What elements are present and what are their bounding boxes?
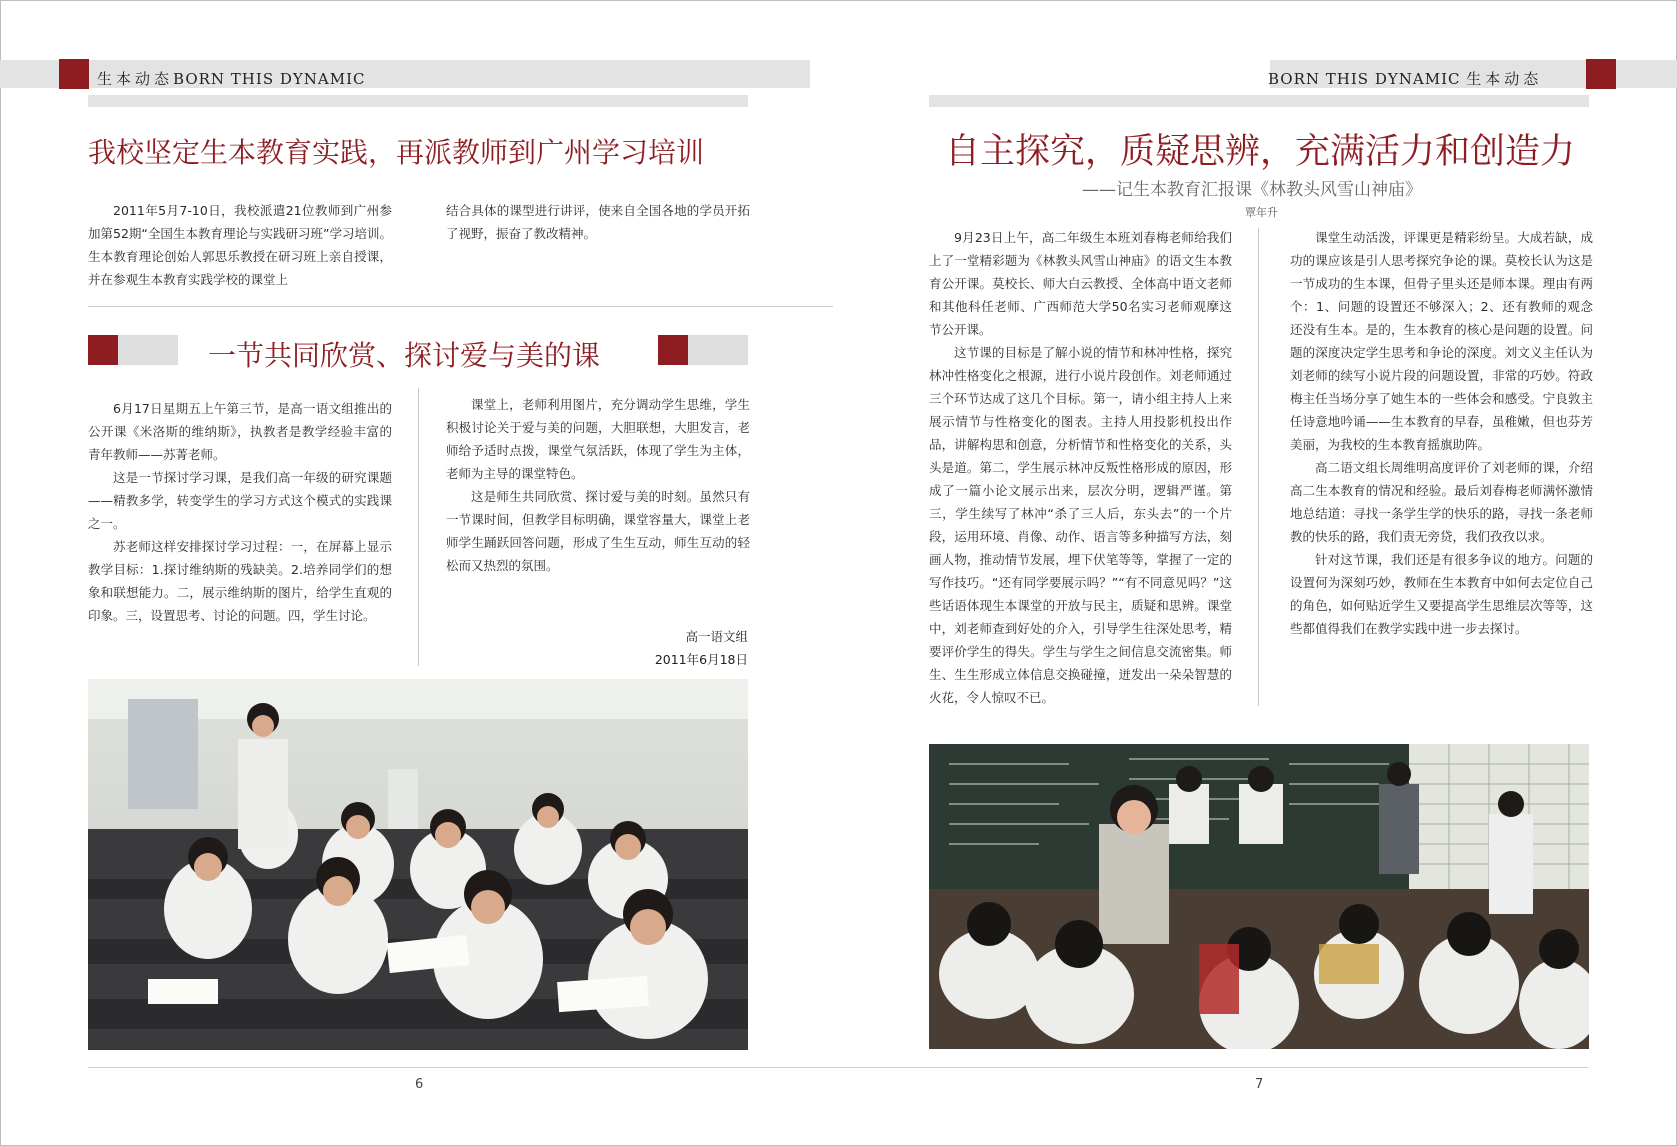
paragraph: 苏老师这样安排探讨学习过程：一，在屏幕上显示教学目标：1.探讨维纳斯的残缺美。2.培养同学们的想象和联想能力。二，展示维纳斯的图片，给学生直观的印象。三，设置思考、讨论的问题。四，学生讨论。 (88, 539, 392, 623)
footer-rule (88, 1067, 1588, 1068)
paragraph: 这是一节探讨学习课，是我们高一年级的研究课题——精教多学，转变学生的学习方式这个模式的实践课之一。 (88, 470, 392, 531)
article3-title: 自主探究，质疑思辨，充满活力和创造力 (945, 132, 1576, 172)
title-square-right (658, 335, 688, 365)
paragraph: 这是师生共同欣赏、探讨爱与美的时刻。虽然只有一节课时间，但教学目标明确，课堂容量大，课堂上老师学生踊跃回答问题，形成了生生互动，师生互动的轻松而又热烈的氛围。 (446, 489, 750, 573)
paragraph: 课堂生动活泼，评课更是精彩纷呈。大成若缺，成功的课应该是引人思考探究争论的课。莫校长认为这是一节成功的生本课，但骨子里头还是师本课。理由有两个：1、问题的设置还不够深入；2、还有教师的观念还没有生本。是的，生本教育的核心是问题的设置。问题的深度决定学生思考和争论的深度。刘文义主任认为刘老师的续写小说片段的问题设置，非常的巧妙。符政梅主任当场分享了她生本的一些体会和感受。宁良敦主任诗意地吟诵——生本教育的早春，虽稚嫩，但也芬芳美丽，为我校的生本教育摇旗助阵。 (1290, 230, 1593, 452)
article2-col2 (446, 393, 750, 577)
header-title-left (97, 68, 366, 89)
header-rule-right (929, 95, 1589, 107)
article3-subtitle: ——记生本教育汇报课《林教头风雪山神庙》 (1082, 180, 1422, 200)
paragraph: 高二语文组长周维明高度评价了刘老师的课，介绍高二生本教育的情况和经验。最后刘春梅老师满怀激情地总结道：寻找一条学生学的快乐的路，寻找一条老师教的快乐的路，我们责无旁贷，我们孜孜以求。 (1290, 460, 1593, 544)
article2-title: 一节共同欣赏、探讨爱与美的课 (208, 339, 601, 372)
paragraph: 6月17日星期五上午第三节，是高一语文组推出的公开课《米洛斯的维纳斯》，执教者是教学经验丰富的青年教师——苏菁老师。 (88, 401, 392, 462)
article3-author: 覃年升 (1245, 206, 1278, 219)
header-en: BORN THIS DYNAMIC (1268, 70, 1461, 88)
article1-col2 (446, 199, 750, 245)
header-rule-left (88, 95, 748, 107)
article2-col1 (88, 397, 392, 627)
paragraph: 9月23日上午，高二年级生本班刘春梅老师给我们上了一堂精彩题为《林教头风雪山神庙》的语文生本教育公开课。莫校长、师大白云教授、全体高中语文老师和其他科任老师、广西师范大学50名实习老师观摩这节公开课。 (929, 230, 1232, 337)
column-divider (1258, 228, 1259, 706)
paragraph: 这节课的目标是了解小说的情节和林冲性格，探究林冲性格变化之根源，进行小说片段创作。刘老师通过三个环节达成了这几个目标。第一，请小组主持人上来展示情节与性格变化的图表。主持人用投影机投出作品，讲解构思和创意，分析情节和性格变化的关系，头头是道。第二，学生展示林冲反叛性格形成的原因，形成了一篇小论文展示出来，层次分明，逻辑严谨。第三，学生续写了林冲“杀了三人后，东头去”的一个片段，运用环境、肖像、动作、语言等多种描写方法，刻画人物，推动情节发展，埋下伏笔等等，掌握了一定的写作技巧。“还有同学要展示吗？”“有不同意见吗？”这些话语体现生本课堂的开放与民主，质疑和思辨。课堂中，刘老师查到好处的介入，引导学生往深处思考，精要评价学生的得失。学生与学生之间信息交流密集。师生、生生形成立体信息交换碰撞，迸发出一朵朵智慧的火花，令人惊叹不已。 (929, 345, 1232, 705)
signature-block (600, 625, 748, 671)
paragraph: 课堂上，老师利用图片，充分调动学生思维，学生积极讨论关于爱与美的问题，大胆联想，大胆发言，老师给予适时点拨，课堂气氛活跃，体现了学生为主体，老师为主导的课堂特色。 (446, 397, 750, 481)
header-cn: 生本动态 (1466, 70, 1543, 88)
page-number-right: 7 (1255, 1077, 1264, 1092)
classroom-photo-right (929, 744, 1589, 1049)
classroom-photo-left (88, 679, 748, 1050)
title-bar-left (118, 335, 178, 365)
header-square-right (1586, 59, 1616, 89)
header-en: BORN THIS DYNAMIC (173, 70, 366, 88)
paragraph: 2011年5月7-10日，我校派遣21位教师到广州参加第52期“全国生本教育理论与实践研习班”学习培训。生本教育理论创始人郭思乐教授在研习班上亲自授课，并在参观生本教育实践学校的课堂上 (88, 203, 392, 287)
article1-col1 (88, 199, 392, 291)
section-divider (88, 306, 833, 307)
article3-col1 (929, 226, 1232, 709)
article1-title: 我校坚定生本教育实践，再派教师到广州学习培训 (88, 136, 705, 169)
column-divider (418, 388, 419, 666)
page-number-left: 6 (415, 1077, 424, 1092)
paragraph: 针对这节课，我们还是有很多争议的地方。问题的设置何为深刻巧妙，教师在生本教育中如何去定位自己的角色，如何贴近学生又要提高学生思维层次等等，这些都值得我们在教学实践中进一步去探讨。 (1290, 552, 1593, 636)
date: 2011年6月18日 (654, 652, 748, 667)
paragraph: 结合具体的课型进行讲评，使来自全国各地的学员开拓了视野，振奋了教改精神。 (446, 203, 750, 241)
title-square-left (88, 335, 118, 365)
header-title-right (1268, 68, 1542, 89)
header-square-left (59, 59, 89, 89)
article3-col2 (1290, 226, 1593, 640)
signature: 高一语文组 (685, 629, 748, 644)
header-cn: 生本动态 (97, 70, 174, 88)
title-bar-right (688, 335, 748, 365)
